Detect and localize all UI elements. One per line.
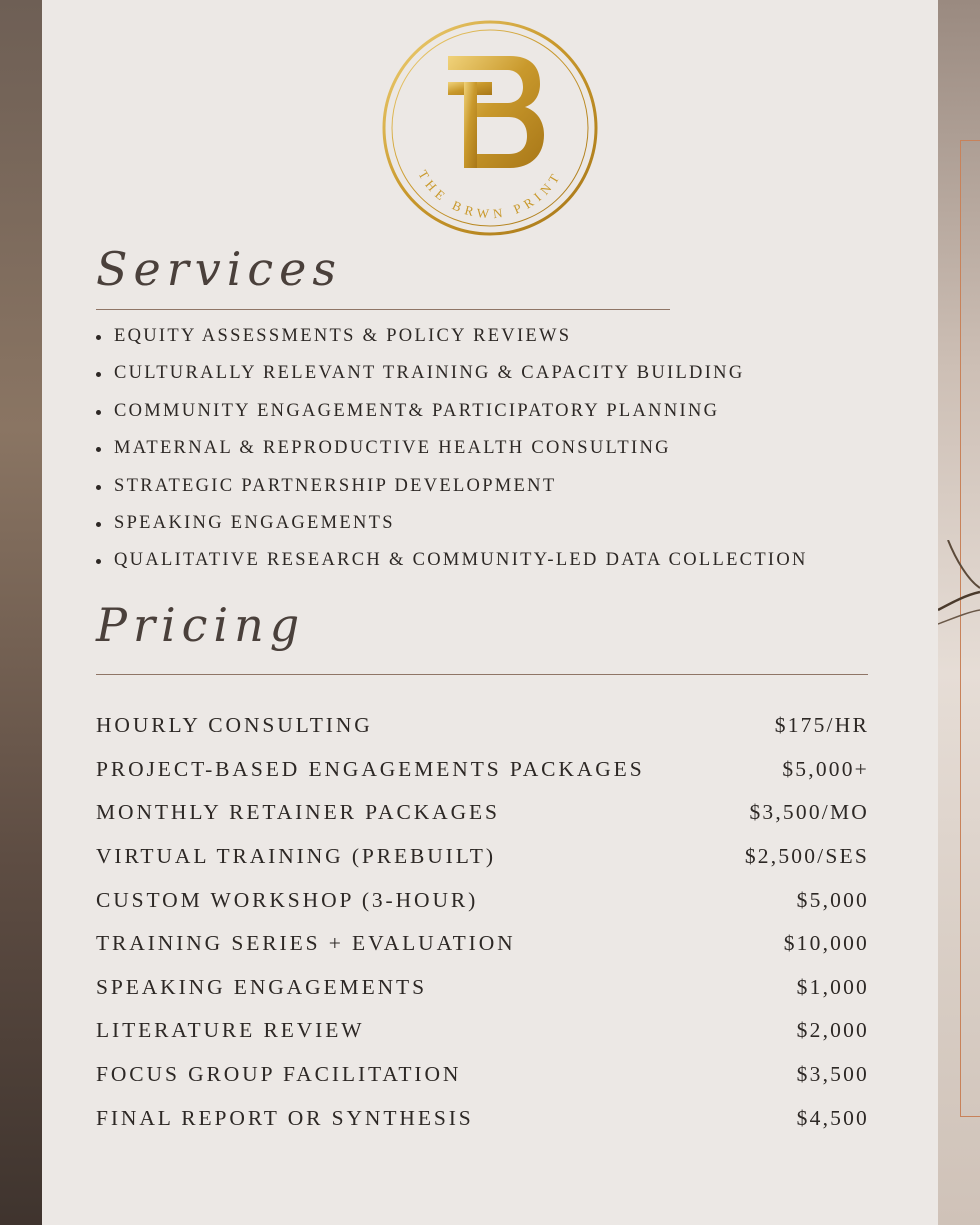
price-row [96,791,869,835]
svg-text:THE BRWN PRINT [415,167,564,221]
pricing-divider [96,674,868,675]
price-row [96,1009,869,1053]
brand-name: THE BRWN PRINT [415,167,565,222]
price-label: LITERATURE REVIEW [96,1018,365,1043]
price-amount: $1,000 [796,974,869,999]
background-photo-left [0,0,42,1225]
price-row [96,835,869,879]
pricing-heading: Pricing [96,598,306,652]
price-row [96,1053,869,1097]
price-label: PROJECT-BASED ENGAGEMENTS PACKAGES [96,756,645,781]
price-row [96,966,869,1010]
price-label: FOCUS GROUP FACILITATION [96,1062,462,1087]
price-label: CUSTOM WORKSHOP (3-HOUR) [96,887,479,912]
price-amount: $5,000 [796,887,869,912]
price-row [96,1096,869,1140]
service-item: EQUITY ASSESSMENTS & POLICY REVIEWS [96,322,808,359]
price-label: FINAL REPORT OR SYNTHESIS [96,1105,474,1130]
price-amount: $5,000+ [782,756,869,781]
background-photo-right [938,0,980,1225]
dried-branch-decoration [938,540,980,630]
services-heading: Services [96,242,343,296]
service-item: QUALITATIVE RESEARCH & COMMUNITY-LED DATA COLLECTION [96,546,808,583]
price-label: HOURLY CONSULTING [96,713,373,738]
price-amount: $175/HR [774,713,869,738]
price-label: MONTHLY RETAINER PACKAGES [96,800,500,825]
brand-logo [380,18,600,238]
price-row [96,878,869,922]
services-divider [96,309,670,310]
price-amount: $3,500/MO [749,800,869,825]
price-amount: $2,500/SES [744,844,869,869]
service-item: MATERNAL & REPRODUCTIVE HEALTH CONSULTING [96,434,808,471]
price-amount: $4,500 [796,1105,869,1130]
price-label: VIRTUAL TRAINING (PREBUILT) [96,844,496,869]
service-item: CULTURALLY RELEVANT TRAINING & CAPACITY BUILDING [96,359,808,396]
price-amount: $2,000 [796,1018,869,1043]
pricing-table [96,704,869,1140]
price-label: SPEAKING ENGAGEMENTS [96,974,427,999]
price-amount: $3,500 [796,1062,869,1087]
price-row [96,922,869,966]
services-list [96,322,808,584]
service-item: COMMUNITY ENGAGEMENT& PARTICIPATORY PLANNING [96,397,808,434]
price-amount: $10,000 [783,931,869,956]
price-row [96,748,869,792]
price-label: TRAINING SERIES + EVALUATION [96,931,516,956]
service-item: SPEAKING ENGAGEMENTS [96,509,808,546]
price-row [96,704,869,748]
service-item: STRATEGIC PARTNERSHIP DEVELOPMENT [96,472,808,509]
